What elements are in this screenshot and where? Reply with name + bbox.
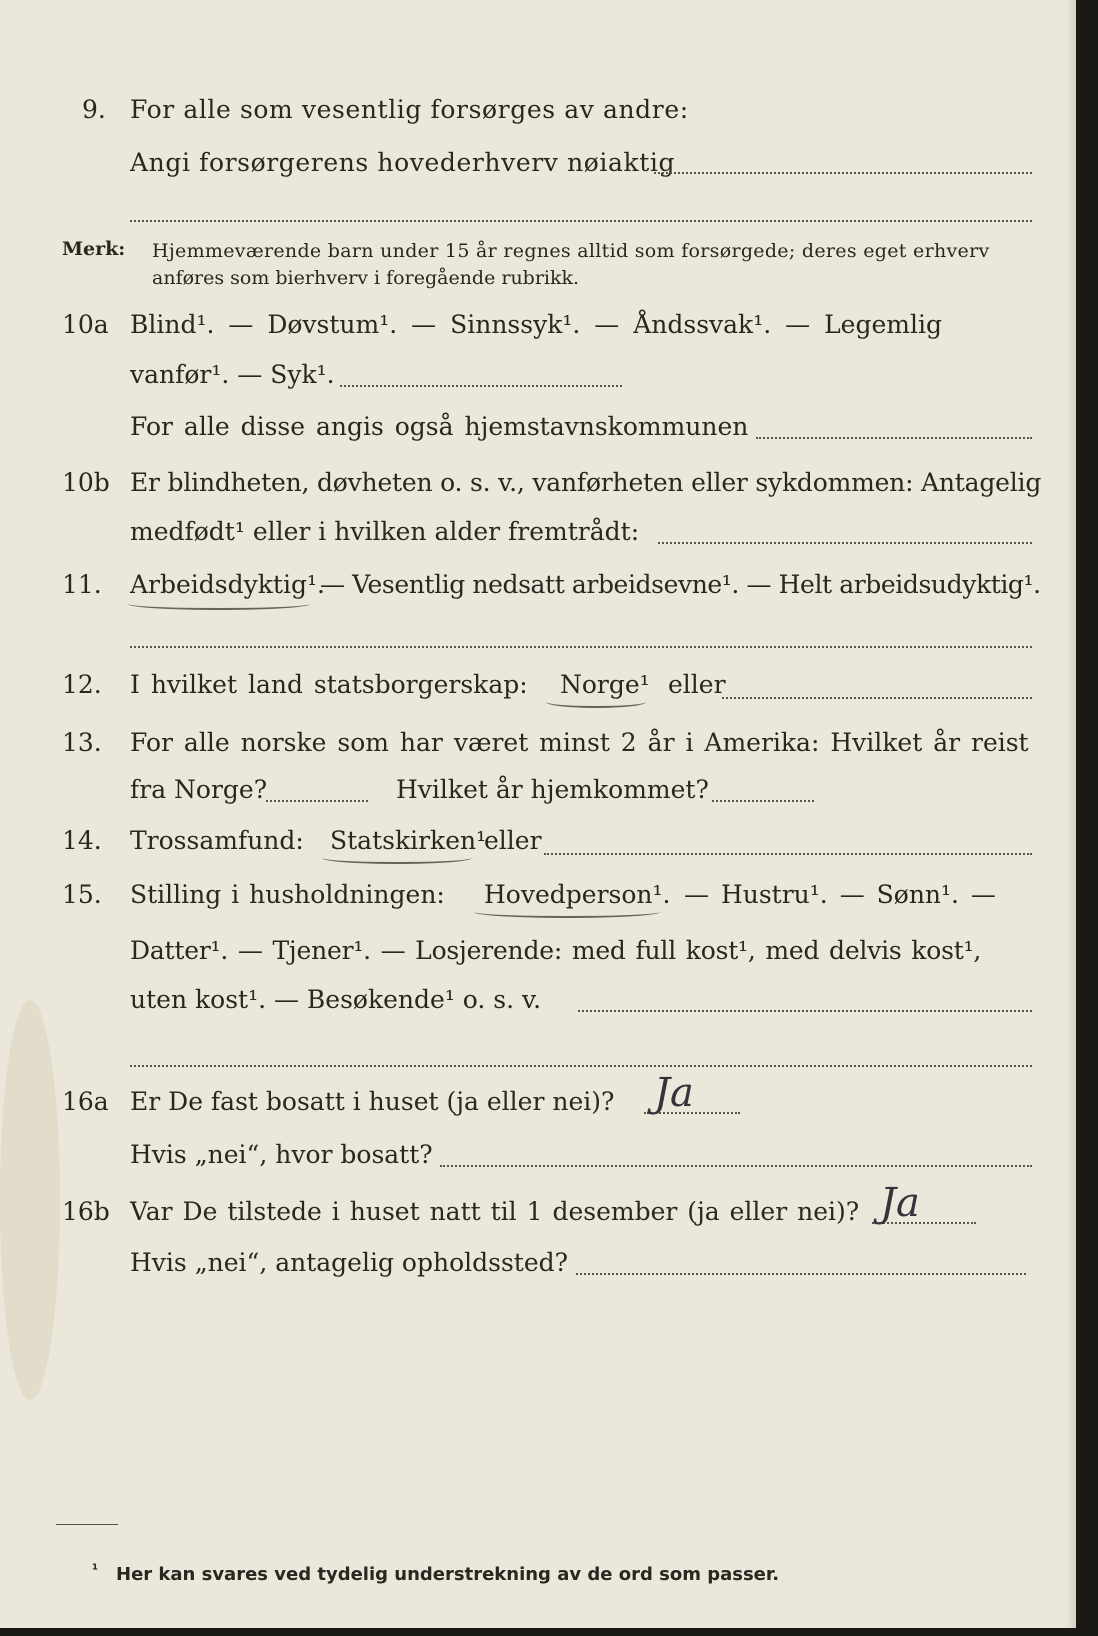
footnote-text: Her kan svares ved tydelig understrekning av de ord som passer. — [116, 1564, 780, 1585]
q14-label: Trossamfund: — [130, 826, 304, 855]
q9-answer-line-2[interactable] — [130, 220, 1032, 222]
footnote-rule — [56, 1524, 118, 1525]
q11-option-arbeidsdyktig[interactable]: Arbeidsdyktig¹. — [130, 570, 325, 599]
q12-underline-mark — [546, 696, 646, 708]
q11-underline-mark — [128, 598, 310, 610]
q16b-line1: Var De tilstede i huset natt til 1 desember (ja eller nei)? — [130, 1197, 860, 1226]
q15-option-hovedperson[interactable]: Hovedperson¹. — [484, 880, 671, 909]
q14-answer-line[interactable] — [544, 853, 1032, 855]
q13-line1: For alle norske som har været minst 2 år i Amerika: Hvilket år reist — [130, 728, 1029, 757]
q10a-line3: For alle disse angis også hjemstavnskommunen — [130, 412, 749, 441]
q15-line2: Datter¹. — Tjener¹. — Losjerende: med full kost¹, med delvis kost¹, — [130, 936, 982, 965]
q15-line3: uten kost¹. — Besøkende¹ o. s. v. — [130, 985, 542, 1014]
q13-departure-year-line[interactable] — [266, 800, 368, 802]
q14-eller: eller — [484, 826, 542, 855]
q15-other-options: — Hustru¹. — Sønn¹. — — [684, 880, 996, 909]
q10b-line1: Er blindheten, døvheten o. s. v., vanførheten eller sykdommen: Antagelig — [130, 468, 1042, 497]
q16b-number: 16b — [62, 1197, 110, 1226]
q15-number: 15. — [62, 880, 102, 909]
page-edge-shadow — [1066, 0, 1076, 1628]
paper-stain — [0, 1000, 60, 1400]
footnote-mark: ¹ — [92, 1562, 99, 1578]
q16a-line2: Hvis „nei“, hvor bosatt? — [130, 1140, 433, 1169]
q9-line1: For alle som vesentlig forsørges av andre: — [130, 95, 689, 124]
q14-underline-mark — [322, 852, 472, 864]
q11-answer-line[interactable] — [130, 646, 1032, 648]
q16a-line1: Er De fast bosatt i huset (ja eller nei)? — [130, 1087, 615, 1116]
q16a-number: 16a — [62, 1087, 109, 1116]
q10b-number: 10b — [62, 468, 110, 497]
q10a-line1: Blind¹. — Døvstum¹. — Sinnssyk¹. — Åndssvak¹. — Legemlig — [130, 310, 942, 339]
merk-label: Merk: — [62, 238, 126, 260]
q9-number: 9. — [82, 95, 106, 124]
q9-answer-line[interactable] — [654, 172, 1032, 174]
q15-label: Stilling i husholdningen: — [130, 880, 445, 909]
q11-number: 11. — [62, 570, 102, 599]
q16a-handwritten-answer: Ja — [654, 1070, 694, 1116]
q10b-line2: medfødt¹ eller i hvilken alder fremtrådt: — [130, 517, 640, 546]
q15-answer-line[interactable] — [578, 1010, 1032, 1012]
merk-line1: Hjemmeværende barn under 15 år regnes alltid som forsørgede; deres eget erhverv — [152, 240, 990, 262]
q15-answer-line-2[interactable] — [130, 1065, 1032, 1067]
q12-text: I hvilket land statsborgerskap: — [130, 670, 528, 699]
q10a-number: 10a — [62, 310, 109, 339]
q10a-line2: vanfør¹. — Syk¹. — [130, 360, 335, 389]
q16b-location-line[interactable] — [576, 1273, 1026, 1275]
q16b-line2: Hvis „nei“, antagelig opholdssted? — [130, 1248, 569, 1277]
merk-line2: anføres som bierhverv i foregående rubrikk. — [152, 267, 580, 289]
q14-option-statskirken[interactable]: Statskirken¹ — [330, 826, 487, 855]
q11-other-options: — Vesentlig nedsatt arbeidsevne¹. — Helt arbeidsudyktig¹. — [320, 570, 1041, 599]
q13-line2b: Hvilket år hjemkommet? — [396, 775, 709, 804]
q10a-answer-line[interactable] — [340, 385, 622, 387]
q14-number: 14. — [62, 826, 102, 855]
q13-return-year-line[interactable] — [712, 800, 814, 802]
q13-number: 13. — [62, 728, 102, 757]
q16a-residence-line[interactable] — [440, 1165, 1032, 1167]
q12-eller: eller — [668, 670, 726, 699]
q13-line2a: fra Norge? — [130, 775, 268, 804]
q15-underline-mark — [474, 906, 660, 918]
q16b-handwritten-answer: Ja — [880, 1180, 920, 1226]
q12-answer-line[interactable] — [722, 697, 1032, 699]
q12-number: 12. — [62, 670, 102, 699]
q12-option-norge[interactable]: Norge¹ — [560, 670, 650, 699]
q10a-hometown-line[interactable] — [756, 437, 1032, 439]
q10b-answer-line[interactable] — [658, 542, 1032, 544]
q9-line2: Angi forsørgerens hovederhverv nøiaktig — [130, 148, 676, 177]
